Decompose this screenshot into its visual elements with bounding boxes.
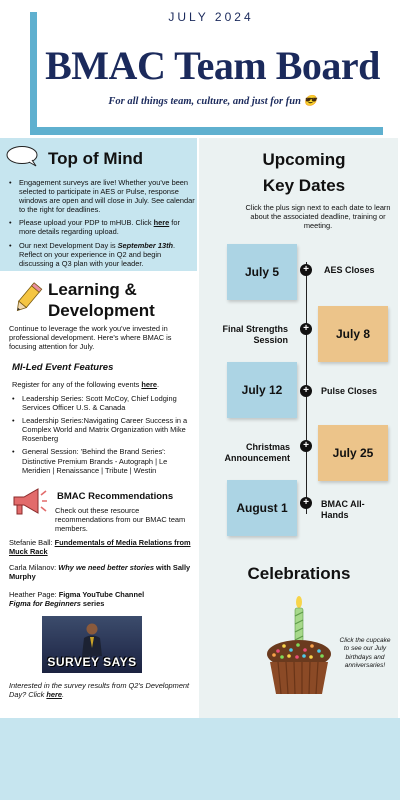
- key-dates-title: [199, 147, 400, 199]
- recommendation-item: [9, 563, 197, 581]
- list-item: • General Session: 'Behind the Brand Series': Distinctive Premium Brands - Autograph | Le Meridien | Renaissance | Tribute | Westin: [12, 447, 197, 474]
- list-item-text: Please upload your PDP to mHUB. Click: [19, 218, 154, 228]
- date-label: July 5: [244, 265, 280, 279]
- key-dates-description: Click the plus sign next to each date to learn about the associated deadline, training or meeting.: [245, 203, 391, 231]
- media-relations-link[interactable]: Fundementals of Media Relations from Muck Rack: [9, 538, 191, 557]
- recommendation-item: [9, 590, 197, 608]
- event-label: Pulse Closes: [321, 386, 378, 396]
- learning-title-line: Learning &: [48, 280, 137, 299]
- date-note-august-1: [227, 480, 297, 536]
- register-text: .: [157, 380, 160, 389]
- plus-icon[interactable]: +: [300, 385, 312, 397]
- cupcake-icon[interactable]: [264, 594, 334, 698]
- footer-band: [0, 718, 400, 800]
- resource-tail: series: [80, 599, 105, 609]
- recommender-name: Stefanie Ball:: [9, 538, 55, 547]
- key-dates-title-line: Upcoming: [262, 150, 346, 169]
- event-label: Final Strengths Session: [222, 324, 288, 345]
- plus-icon[interactable]: +: [300, 440, 312, 452]
- date-note-july-8: [318, 306, 388, 362]
- better-stories-link[interactable]: Why we need better stories: [58, 563, 154, 572]
- host-figure-image: [80, 622, 104, 656]
- learning-intro: Continue to leverage the work you've invested in professional development. Here's where BMAC is focusing attention for July.: [9, 324, 172, 352]
- thumbnail-label: SURVEY SAYS: [47, 655, 137, 669]
- date-label: July 8: [335, 327, 371, 341]
- page-title: BMAC Team Board: [45, 43, 380, 88]
- date-note-july-5: [227, 244, 297, 300]
- event-label: Christmas Announcement: [224, 442, 290, 463]
- figma-beginners-link[interactable]: Figma for Beginners: [9, 599, 81, 609]
- mi-register-text: [12, 380, 159, 389]
- recommendations-title: BMAC Recommendations: [57, 491, 174, 502]
- celebrations-title: Celebrations: [247, 564, 351, 583]
- megaphone-icon: [10, 486, 48, 518]
- recommender-name: Heather Page:: [9, 590, 59, 599]
- register-link[interactable]: here: [141, 380, 158, 389]
- list-item-text: . Reflect on your experience in Q2 and begin discussing a Q3 plan with your leader.: [19, 240, 176, 268]
- list-item-text: for more details regarding upload.: [19, 218, 180, 237]
- cupcake-note: Click the cupcake to see our July birthdays and anniversaries!: [339, 637, 391, 669]
- date-label: August 1: [236, 501, 288, 515]
- survey-says-thumbnail[interactable]: [42, 616, 142, 673]
- date-label: July 25: [332, 446, 374, 460]
- survey-text: .: [62, 690, 65, 700]
- list-item: [9, 241, 195, 268]
- top-of-mind-list: [9, 178, 195, 272]
- resource-tail: with Sally Murphy: [9, 563, 191, 582]
- pencil-icon: [10, 282, 44, 316]
- learning-title-line: Development: [48, 301, 155, 320]
- sunglasses-emoji-icon: 😎: [303, 96, 317, 107]
- list-item: • Leadership Series:Navigating Career Success in a Complex World and Matrix Organization with Mike Rosenberg: [12, 416, 197, 443]
- mi-events-list: [12, 394, 197, 479]
- header-accent-underline: [30, 127, 383, 135]
- header-subtitle-text: For all things team, culture, and just for fun: [108, 96, 301, 107]
- header-accent-bar: [30, 12, 37, 134]
- plus-icon[interactable]: +: [300, 264, 312, 276]
- top-of-mind-title: Top of Mind: [48, 149, 144, 168]
- figma-youtube-link[interactable]: Figma YouTube Channel: [58, 590, 145, 599]
- development-day-date: September 13th: [117, 240, 174, 250]
- key-dates-title-line: Key Dates: [262, 176, 346, 195]
- survey-results-link[interactable]: here: [46, 690, 62, 700]
- learning-development-title: [48, 279, 198, 321]
- recommendations-intro: Check out these resource recommendations from our BMAC team members.: [55, 506, 186, 534]
- list-item-text: Engagement surveys are live! Whether you've been selected to participate in AES or Pulse, response windows are open and will close in July. See calendar to the right for deadlines.: [19, 178, 195, 215]
- header-month: JULY 2024: [168, 10, 254, 24]
- date-label: July 12: [241, 383, 283, 397]
- register-text: Register for any of the following events: [12, 380, 142, 389]
- speech-bubble-icon: [5, 145, 39, 167]
- survey-results-note: [9, 681, 197, 699]
- date-note-july-12: [227, 362, 297, 418]
- recommender-name: Carla Milanov:: [9, 563, 59, 572]
- date-note-july-25: [318, 425, 388, 481]
- event-label: AES Closes: [324, 265, 375, 275]
- event-label: BMAC All-Hands: [321, 499, 365, 520]
- list-item: • Leadership Series: Scott McCoy, Chief Lodging Services Officer U.S. & Canada: [12, 394, 197, 412]
- recommendation-item: [9, 538, 197, 556]
- plus-icon[interactable]: +: [300, 323, 312, 335]
- pdp-upload-link[interactable]: here: [153, 218, 170, 228]
- mi-events-heading: MI-Led Event Features: [12, 362, 114, 373]
- plus-icon[interactable]: +: [300, 497, 312, 509]
- list-item: [9, 178, 195, 214]
- list-item: [9, 218, 195, 236]
- list-item-text: Our next Development Day is: [19, 240, 118, 250]
- header-subtitle: [40, 94, 385, 107]
- survey-text: Interested in the survey results from Q2's Development Day? Click: [9, 681, 190, 700]
